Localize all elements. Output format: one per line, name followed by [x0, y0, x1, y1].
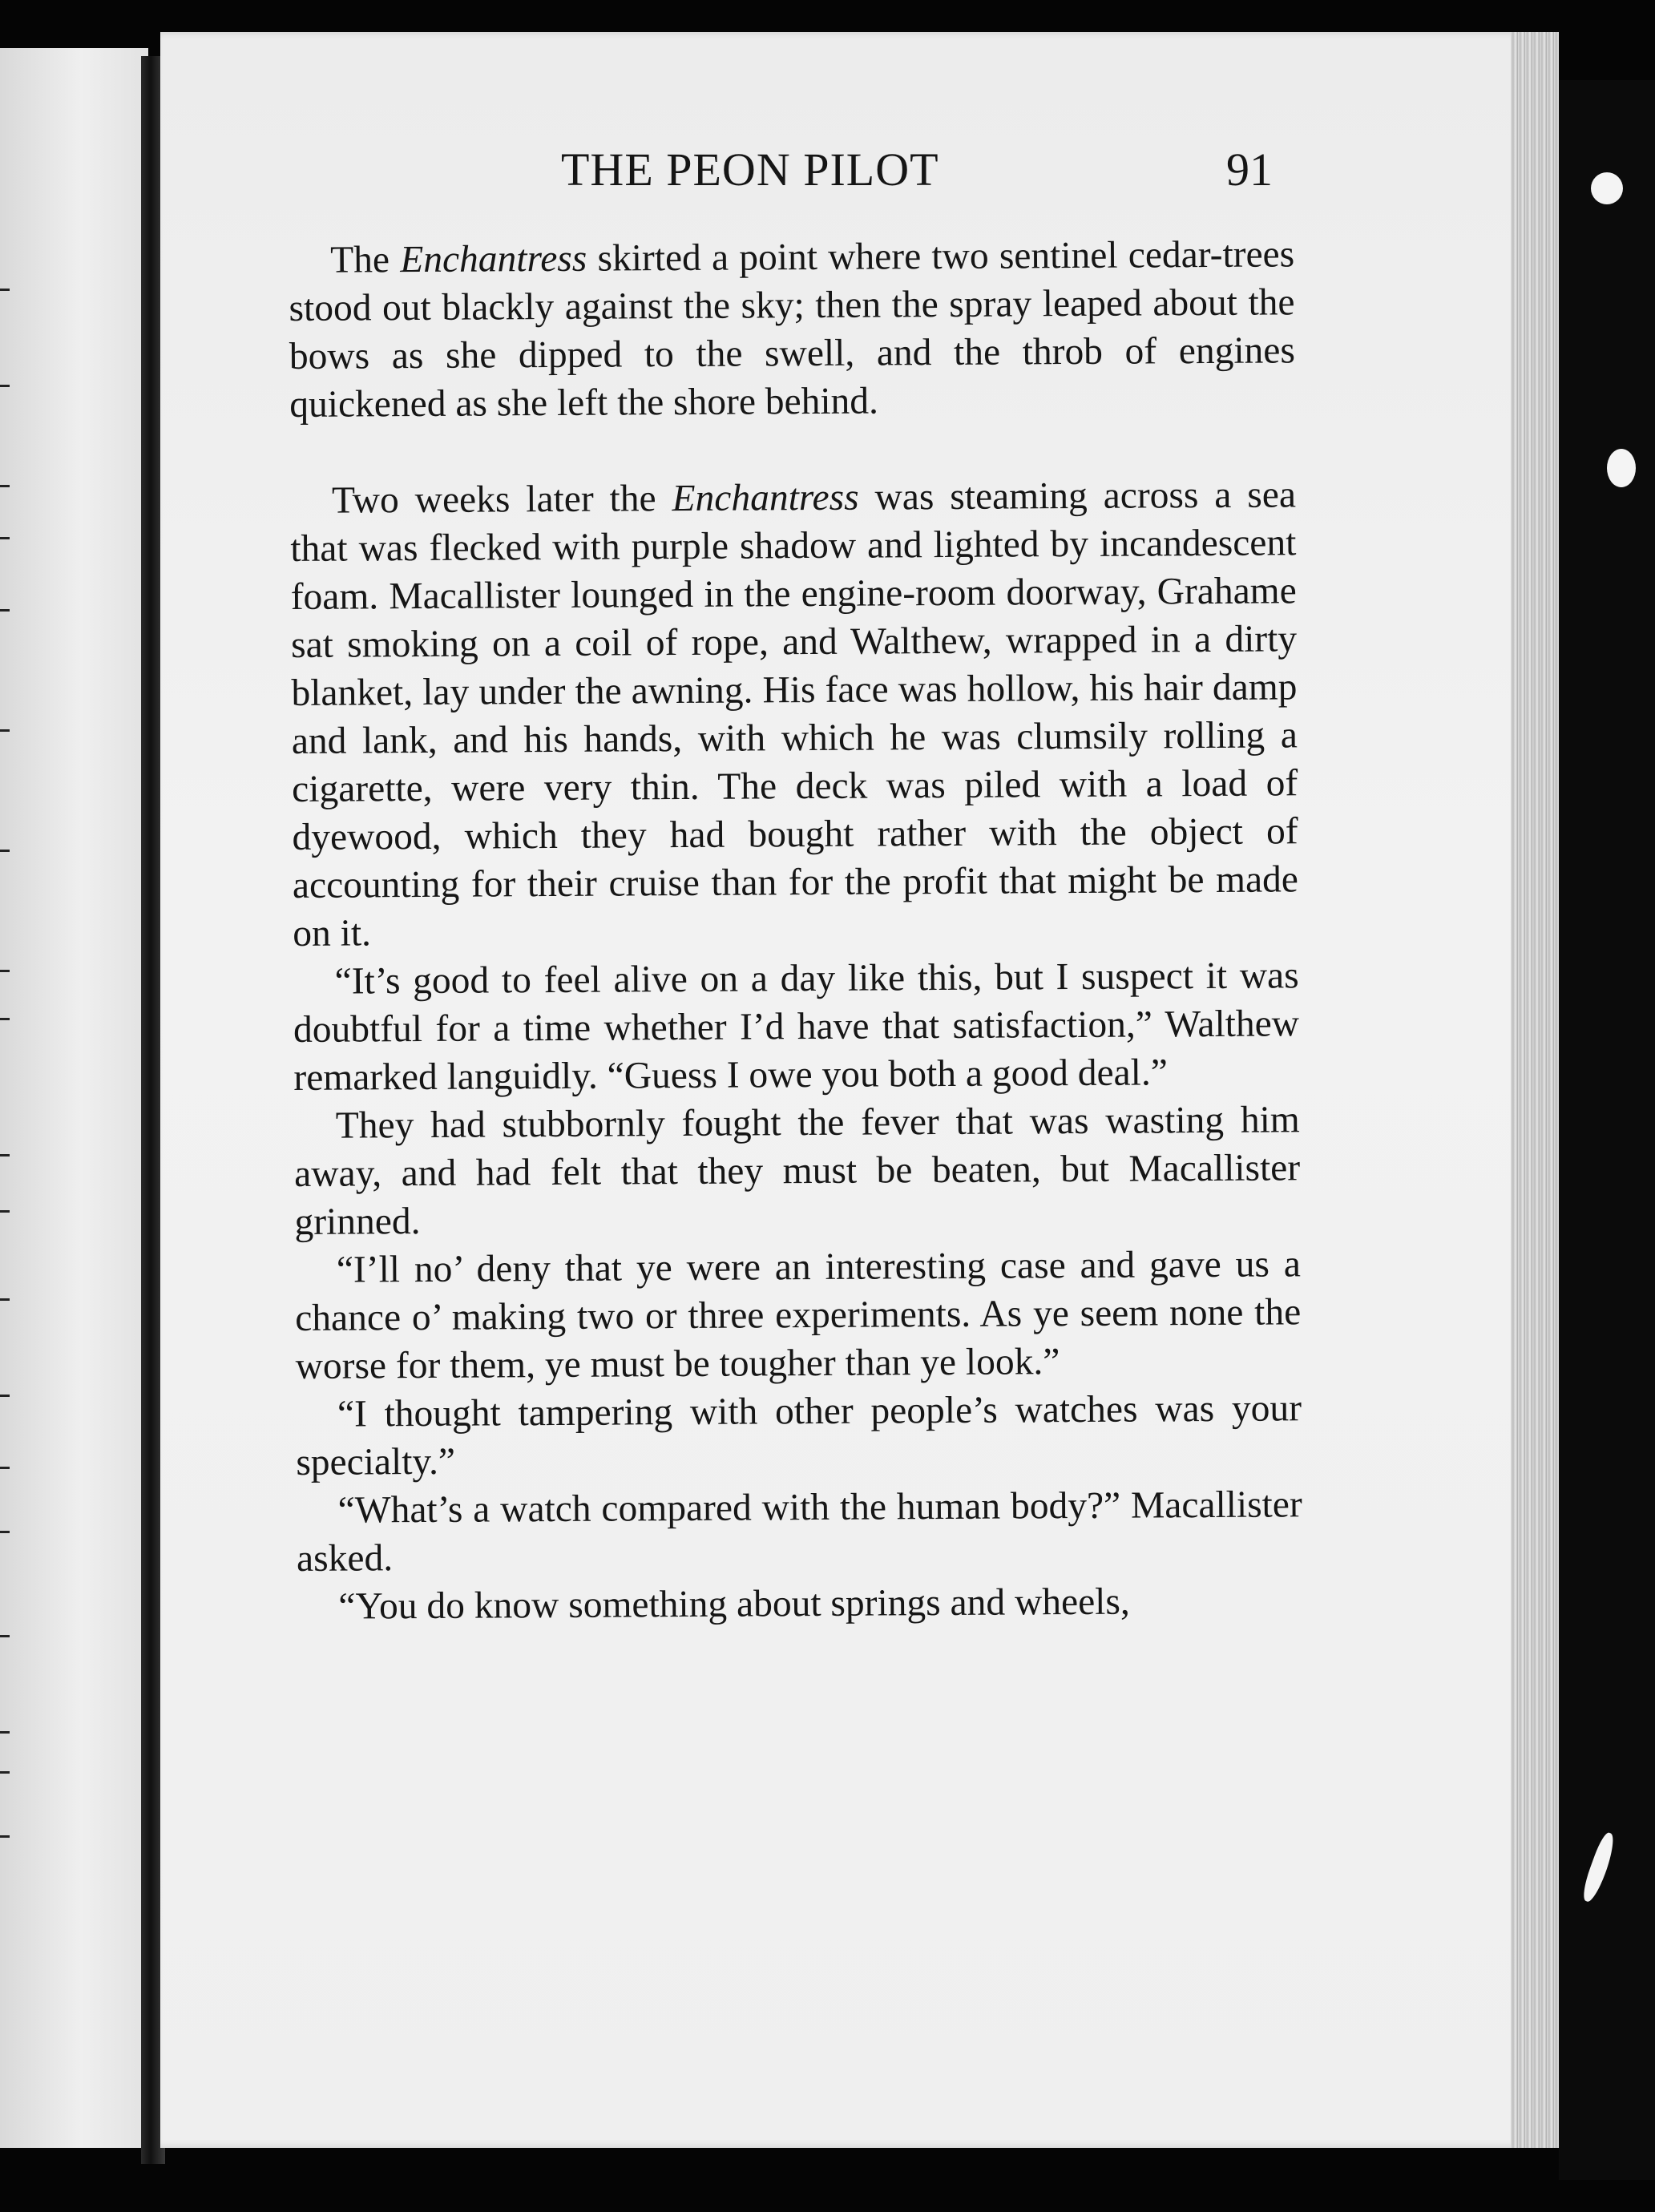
- text-run: “I’ll no’ deny that ye were an interesting case and gave us a chance o’ making two or three experiments. As ye seem none the worse for them, ye must be tougher than ye look.”: [295, 1243, 1302, 1387]
- running-title: THE PEON PILOT: [561, 143, 939, 196]
- running-head: [160, 136, 1523, 200]
- scan-speck: [1607, 449, 1636, 487]
- italic-text: Enchantress: [672, 476, 859, 520]
- text-run: was steaming across a sea that was flecked with purple shadow and lighted by incandescent foam. Macallister lounged in the engine-room doorway, Grahame sat smoking on a coil of rope, and Walthew, wrapped in a dirty blanket, lay under the awning. His face was hollow, his hair damp and lank, and his hands, with which he was clumsily rolling a cigarette, were very thin. The deck was piled with a load of dyewood, which they had bought rather with the object of accounting for their cruise than for the profit that might be made on it.: [290, 474, 1299, 955]
- paragraph: [294, 1096, 1301, 1246]
- paragraph: [296, 1384, 1302, 1487]
- text-run: “What’s a watch compared with the human body?” Macallister asked.: [296, 1483, 1302, 1580]
- paragraph: [289, 230, 1295, 429]
- paragraph: [297, 1576, 1302, 1631]
- italic-text: Enchantress: [400, 237, 587, 281]
- text-run: “It’s good to feel alive on a day like this, but I suspect it was doubtful for a time whether I’d have that satisfaction,” Walthew remarked languidly. “Guess I owe you both a good deal.”: [293, 955, 1300, 1099]
- text-run: They had stubbornly fought the fever that was wasting him away, and had felt that they must be beaten, but Macallister grinned.: [293, 1099, 1301, 1243]
- page-edges: [1511, 32, 1559, 2148]
- paragraph: [297, 1480, 1303, 1583]
- scan-speck: [1591, 172, 1623, 204]
- text-run: skirted a point where two sentinel cedar-trees stood out blackly against the sky; then the spray leaped about the bows as she dipped to the swell, and the throb of engines quickened as she left the shore behind.: [289, 233, 1296, 426]
- paragraph: [290, 470, 1299, 958]
- paragraph: [295, 1240, 1302, 1391]
- paragraph: [293, 951, 1299, 1102]
- text-run: Two weeks later the: [331, 478, 672, 522]
- previous-page-edge: [0, 48, 148, 2148]
- page-number: 91: [1226, 143, 1273, 196]
- text-run: The: [330, 239, 401, 281]
- text-run: “I thought tampering with other people’s watches was your specialty.”: [296, 1387, 1302, 1483]
- body-text: [289, 230, 1303, 1631]
- text-run: “You do know something about springs and wheels,: [338, 1580, 1130, 1628]
